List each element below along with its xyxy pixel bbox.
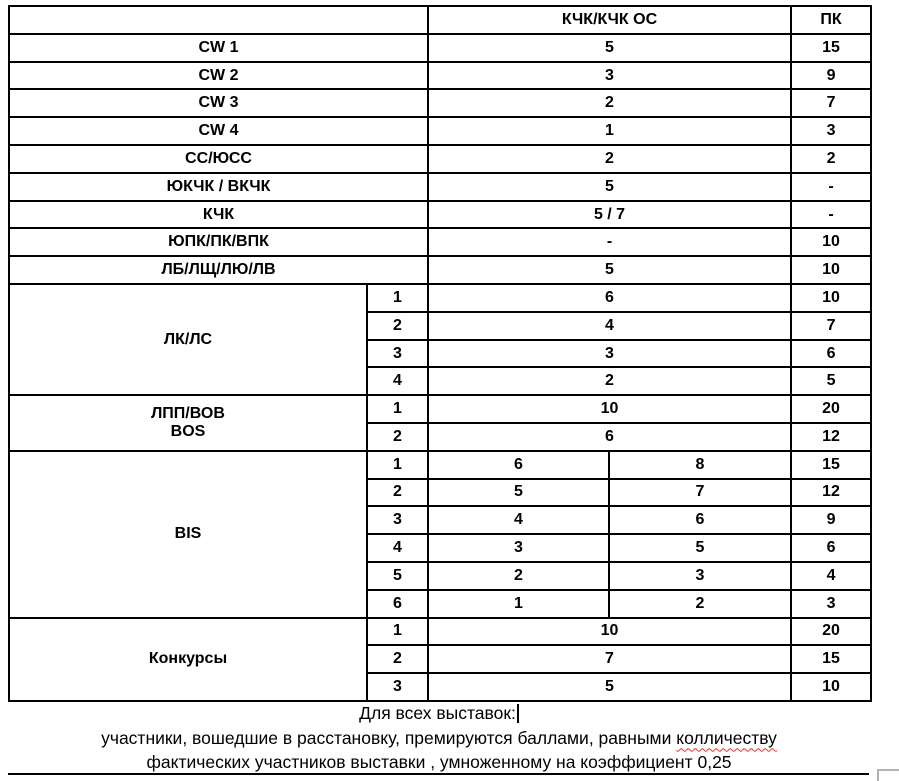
place-cell[interactable]: 2 — [367, 423, 428, 451]
pk-value-cell[interactable]: 3 — [791, 117, 871, 145]
group-label-cell[interactable] — [9, 395, 367, 451]
kchk-value-cell[interactable]: 5 — [428, 479, 609, 507]
header-empty-cell[interactable] — [9, 6, 428, 34]
group-label-line: ЛПП/ВОВ — [151, 405, 225, 423]
kchk-value-cell[interactable]: 3 — [428, 340, 791, 368]
kchk-value-cell[interactable]: 2 — [428, 562, 609, 590]
next-table-top-border — [8, 773, 869, 775]
kchk-value-cell[interactable]: - — [428, 228, 791, 256]
kchk-value-cell[interactable]: 5 — [428, 34, 791, 62]
footer-line-1-text: Для всех выставок: — [359, 703, 516, 723]
row-label-cell[interactable]: CW 1 — [9, 34, 428, 62]
place-cell[interactable]: 3 — [367, 340, 428, 368]
pk-value-cell[interactable]: 6 — [791, 340, 871, 368]
row-label-cell[interactable]: ЮКЧК / ВКЧК — [9, 173, 428, 201]
place-cell[interactable]: 1 — [367, 451, 428, 479]
table-row — [9, 173, 871, 201]
pk-value-cell[interactable]: 20 — [791, 618, 871, 646]
kchk-value-cell[interactable]: 3 — [428, 534, 609, 562]
kchk-value-cell[interactable]: 2 — [428, 89, 791, 117]
place-cell[interactable]: 2 — [367, 479, 428, 507]
kchk-value-cell[interactable]: 5 — [428, 256, 791, 284]
kchk-value-cell[interactable]: 4 — [428, 506, 609, 534]
table-row — [9, 228, 871, 256]
place-cell[interactable]: 4 — [367, 534, 428, 562]
table-row — [9, 284, 871, 312]
kchk-value-cell[interactable]: 6 — [428, 451, 609, 479]
place-cell[interactable]: 4 — [367, 367, 428, 395]
pk-value-cell[interactable]: 12 — [791, 423, 871, 451]
row-label-cell[interactable]: CW 3 — [9, 89, 428, 117]
table-row — [9, 201, 871, 229]
footer-line-2-text: участники, вошедшие в расстановку, премируются баллами, равными — [101, 727, 677, 748]
pk-value-cell[interactable]: 7 — [791, 312, 871, 340]
row-label-cell[interactable]: CW 2 — [9, 62, 428, 90]
place-cell[interactable]: 1 — [367, 618, 428, 646]
score-table — [8, 5, 872, 702]
kchk-value-cell[interactable]: 1 — [428, 117, 791, 145]
kchk-value-cell[interactable]: 2 — [609, 590, 791, 618]
pk-value-cell[interactable]: 15 — [791, 645, 871, 673]
place-cell[interactable]: 6 — [367, 590, 428, 618]
table-row — [9, 451, 871, 479]
group-label-cell[interactable]: ЛК/ЛС — [9, 284, 367, 395]
place-cell[interactable]: 2 — [367, 645, 428, 673]
place-cell[interactable]: 3 — [367, 673, 428, 701]
pk-value-cell[interactable]: 9 — [791, 62, 871, 90]
table-row — [9, 117, 871, 145]
table-row — [9, 89, 871, 117]
header-pk-cell[interactable]: ПК — [791, 6, 871, 34]
group-label-cell[interactable]: Конкурсы — [9, 618, 367, 701]
pk-value-cell[interactable]: 10 — [791, 673, 871, 701]
pk-value-cell[interactable]: 15 — [791, 34, 871, 62]
row-label-cell[interactable]: CW 4 — [9, 117, 428, 145]
row-label-cell[interactable]: ЮПК/ПК/ВПК — [9, 228, 428, 256]
row-label-cell[interactable]: СС/ЮСС — [9, 145, 428, 173]
text-cursor — [517, 704, 519, 723]
group-label-line: BOS — [170, 422, 206, 440]
kchk-value-cell[interactable]: 4 — [428, 312, 791, 340]
pk-value-cell[interactable]: 12 — [791, 479, 871, 507]
place-cell[interactable]: 1 — [367, 284, 428, 312]
pk-value-cell[interactable]: 20 — [791, 395, 871, 423]
group-label-cell[interactable]: BIS — [9, 451, 367, 618]
footer-line-1[interactable] — [8, 701, 870, 726]
place-cell[interactable]: 5 — [367, 562, 428, 590]
pk-value-cell[interactable]: 10 — [791, 228, 871, 256]
pk-value-cell[interactable]: 10 — [791, 256, 871, 284]
table-row — [9, 256, 871, 284]
pk-value-cell[interactable]: 2 — [791, 145, 871, 173]
footer-line-3[interactable]: фактических участников выставки , умноженному на коэффициент 0,25 — [146, 752, 732, 773]
kchk-value-cell[interactable]: 5 — [428, 173, 791, 201]
row-label-cell[interactable]: ЛБ/ЛЩ/ЛЮ/ЛВ — [9, 256, 428, 284]
pk-value-cell[interactable]: 9 — [791, 506, 871, 534]
kchk-value-cell[interactable]: 3 — [428, 62, 791, 90]
table-row — [9, 34, 871, 62]
pk-value-cell[interactable]: - — [791, 173, 871, 201]
kchk-value-cell[interactable]: 5 — [428, 673, 791, 701]
pk-value-cell[interactable]: 15 — [791, 451, 871, 479]
header-kchk-cell[interactable]: КЧК/КЧК ОС — [428, 6, 791, 34]
place-cell[interactable]: 2 — [367, 312, 428, 340]
kchk-value-cell[interactable]: 5 / 7 — [428, 201, 791, 229]
kchk-value-cell[interactable]: 3 — [609, 562, 791, 590]
footer-line-2[interactable] — [8, 726, 870, 751]
table-row — [9, 62, 871, 90]
kchk-value-cell[interactable]: 6 — [609, 506, 791, 534]
table-row — [9, 145, 871, 173]
header-row — [9, 6, 871, 34]
footer-note — [8, 701, 870, 775]
table-row — [9, 618, 871, 646]
kchk-value-cell[interactable]: 5 — [609, 534, 791, 562]
table-resize-handle[interactable] — [877, 769, 899, 781]
pk-value-cell[interactable]: 5 — [791, 367, 871, 395]
place-cell[interactable]: 3 — [367, 506, 428, 534]
pk-value-cell[interactable]: 7 — [791, 89, 871, 117]
kchk-value-cell[interactable]: 6 — [428, 423, 791, 451]
pk-value-cell[interactable]: 6 — [791, 534, 871, 562]
row-label-cell[interactable]: КЧК — [9, 201, 428, 229]
kchk-value-cell[interactable]: 1 — [428, 590, 609, 618]
kchk-value-cell[interactable]: 6 — [428, 284, 791, 312]
kchk-value-cell[interactable]: 7 — [428, 645, 791, 673]
kchk-value-cell[interactable]: 2 — [428, 145, 791, 173]
kchk-value-cell[interactable]: 10 — [428, 395, 791, 423]
kchk-value-cell[interactable]: 7 — [609, 479, 791, 507]
misspelled-word: колличеству — [676, 727, 777, 748]
kchk-value-cell[interactable]: 10 — [428, 618, 791, 646]
kchk-value-cell[interactable]: 8 — [609, 451, 791, 479]
table-row — [9, 395, 871, 423]
pk-value-cell[interactable]: 10 — [791, 284, 871, 312]
pk-value-cell[interactable]: 3 — [791, 590, 871, 618]
pk-value-cell[interactable]: 4 — [791, 562, 871, 590]
kchk-value-cell[interactable]: 2 — [428, 367, 791, 395]
place-cell[interactable]: 1 — [367, 395, 428, 423]
pk-value-cell[interactable]: - — [791, 201, 871, 229]
